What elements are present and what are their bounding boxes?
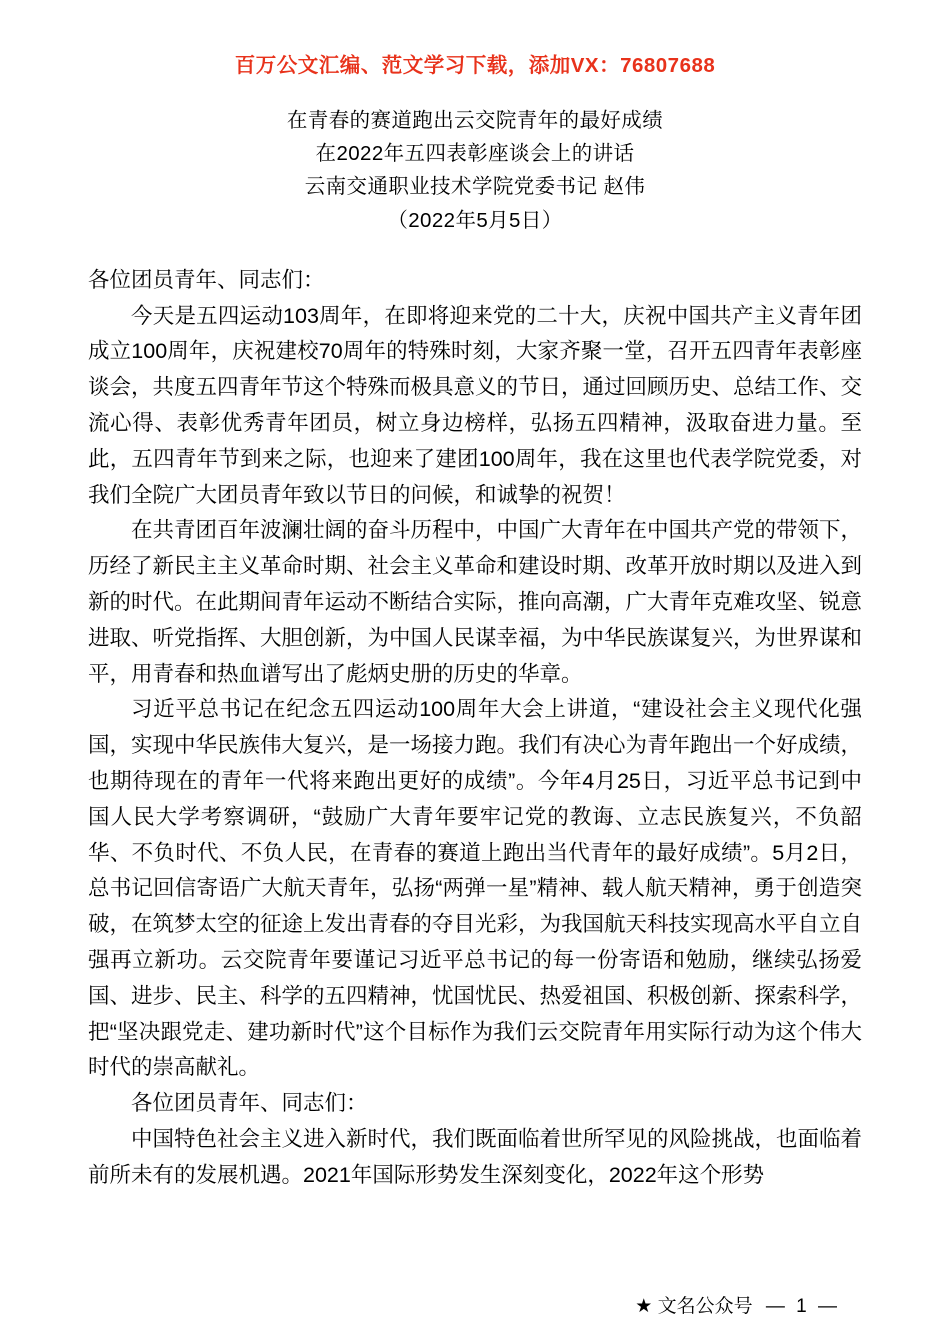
document-title-main: 在青春的赛道跑出云交院青年的最好成绩 <box>286 109 664 132</box>
paragraph: 在共青团百年波澜壮阔的奋斗历程中，中国广大青年在中国共产党的带领下，历经了新民主主义革命时期、社会主义革命和建设时期、改革开放时期以及进入到新的时代。在此期间青年运动不断结合实际，推向高潮，广大青年克难攻坚、锐意进取、听党指挥、大胆创新，为中国人民谋幸福，为中华民族谋复兴，为世界谋和平，用青春和热血谱写出了彪炳史册的历史的华章。 <box>88 518 863 686</box>
paragraph-salutation: 各位团员青年、同志们： <box>88 267 325 292</box>
paragraph: 今天是五四运动103周年，在即将迎来党的二十大，庆祝中国共产主义青年团成立100周年，庆祝建校70周年的特殊时刻，大家齐聚一堂，召开五四青年表彰座谈会，共度五四青年节这个特殊而极具意义的节日，通过回顾历史、总结工作、交流心得、表彰优秀青年团员，树立身边榜样，弘扬五四精神，汲取奋进力量。至此，五四青年节到来之际，也迎来了建团100周年，我在这里也代表学院党委，对我们全院广大团员青年致以节日的问候，和诚挚的祝贺！ <box>88 303 863 507</box>
document-date: （2022年5月5日） <box>387 208 563 232</box>
page-number: — 1 — <box>765 1296 840 1317</box>
promo-banner: 百万公文汇编、范文学习下载，添加VX：76807688 <box>234 54 716 77</box>
paragraph-salutation-2: 各位团员青年、同志们： <box>131 1091 368 1116</box>
document-title-block <box>88 104 862 237</box>
paragraph: 习近平总书记在纪念五四运动100周年大会上讲道，“建设社会主义现代化强国，实现中华民族伟大复兴，是一场接力跑。我们有决心为青年跑出一个好成绩，也期待现在的青年一代将来跑出更好的成绩”。今年4月25日，习近平总书记到中国人民大学考察调研，“鼓励广大青年要牢记党的教诲、立志民族复兴，不负韶华、不负时代、不负人民，在青春的赛道上跑出当代青年的最好成绩”。5月2日，总书记回信寄语广大航天青年，弘扬“两弹一星”精神、载人航天精神，勇于创造突破，在筑梦太空的征途上发出青春的夺目光彩，为我国航天科技实现高水平自立自强再立新功。云交院青年要谨记习近平总书记的每一份寄语和勉励，继续弘扬爱国、进步、民主、科学的五四精神，忧国忧民、热爱祖国、积极创新、探索科学，把“坚决跟党走、建功新时代”这个目标作为我们云交院青年用实际行动为这个伟大时代的崇高献礼。 <box>88 697 863 1080</box>
document-author: 云南交通职业技术学院党委书记 赵伟 <box>304 175 646 199</box>
paragraph: 中国特色社会主义进入新时代，我们既面临着世所罕见的风险挑战，也面临着前所未有的发展机遇。2021年国际形势发生深刻变化，2022年这个形势 <box>88 1126 863 1187</box>
page-footer <box>0 1291 950 1318</box>
document-body <box>88 263 862 1194</box>
document-subtitle: 在2022年五四表彰座谈会上的讲话 <box>315 142 635 166</box>
footer-watermark: ★ 文名公众号 <box>635 1296 753 1317</box>
